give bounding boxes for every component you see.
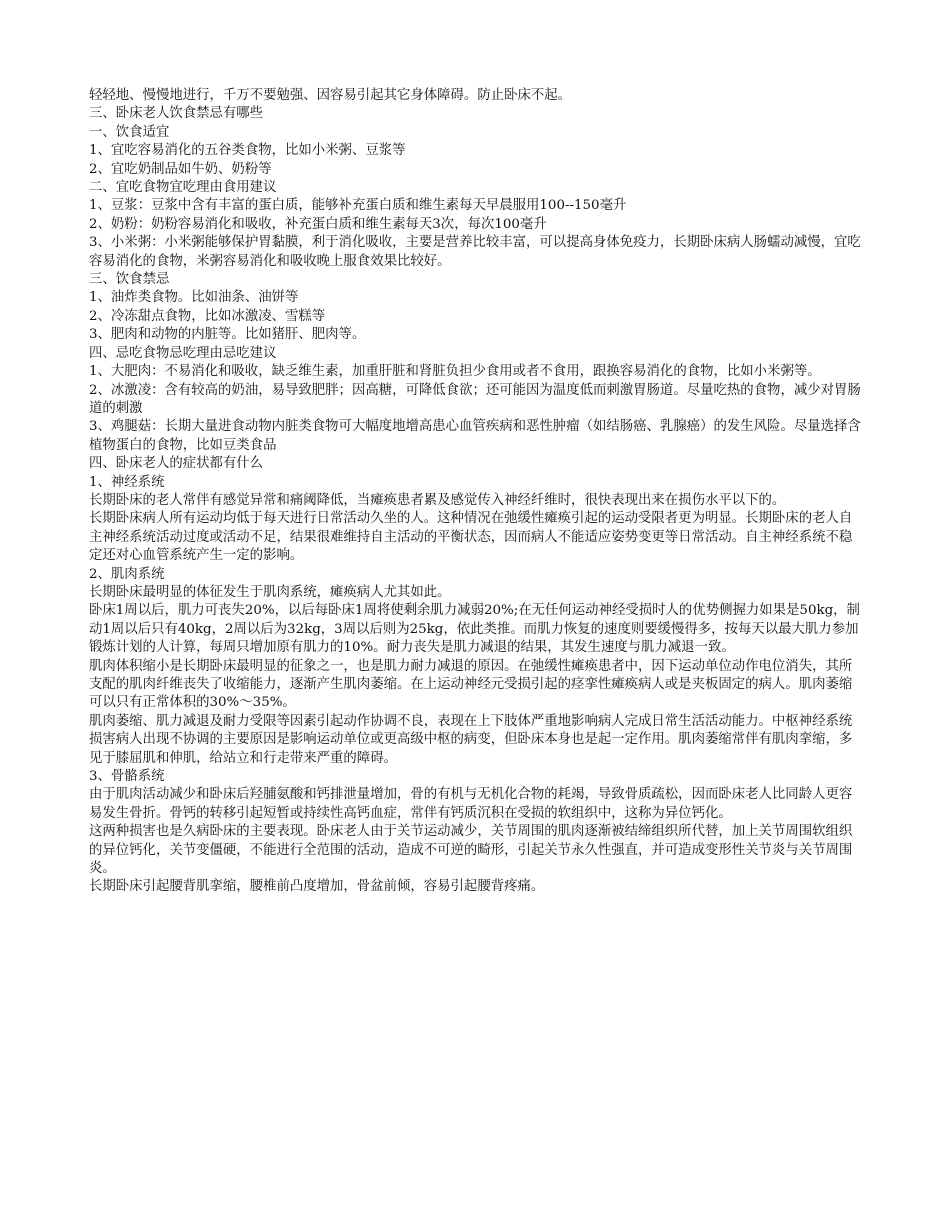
list-item: 3、鸡腿菇：长期大量进食动物内脏类食物可大幅度地增高患心血管疾病和恶性肿瘤（如结肠癌、乳腺癌）的发生风险。尽量选择含植物蛋白的食物，比如豆类食品 <box>89 419 861 453</box>
paragraph: 长期卧床病人所有运动均低于每天进行日常活动久坐的人。这种情况在弛缓性瘫痪引起的运动受限者更为明显。长期卧床的老人自主神经系统活动过度或活动不足，结果很难维持自主活动的平衡状态，因而病人不能适应姿势变更等日常活动。自主神经系统不稳定还对心血管系统产生一定的影响。 <box>89 511 853 564</box>
list-item: 1、油炸类食物。比如油条、油饼等 <box>89 290 299 306</box>
subsection-heading: 二、宜吃食物宜吃理由食用建议 <box>89 180 277 196</box>
paragraph: 肌肉体积缩小是长期卧床最明显的征象之一，也是肌力耐力减退的原因。在弛缓性瘫痪患者中，因下运动单位动作电位消失，其所支配的肌肉纤维丧失了收缩能力，逐渐产生肌肉萎缩。在上运动神经元受损引起的痉挛性瘫痪病人或是夹板固定的病人。肌肉萎缩可以只有正常体积的30%～35%。 <box>89 658 853 711</box>
section-heading: 四、卧床老人的症状都有什么 <box>89 456 264 472</box>
subsection-heading: 1、神经系统 <box>89 474 165 490</box>
paragraph: 肌肉萎缩、肌力减退及耐力受限等因素引起动作协调不良，表现在上下肢体严重地影响病人完成日常生活活动能力。中枢神经系统损害病人出现不协调的主要原因是影响运动单位或更高级中枢的病变，但卧床本身也是起一定作用。肌肉萎缩常伴有肌肉挛缩，多见于膝屈肌和伸肌，给站立和行走带来严重的障碍。 <box>89 713 853 766</box>
paragraph: 轻轻地、慢慢地进行，千万不要勉强、因容易引起其它身体障碍。防止卧床不起。 <box>89 88 572 103</box>
paragraph: 这两种损害也是久病卧床的主要表现。卧床老人由于关节运动减少，关节周围的肌肉逐渐被结缔组织所代替，加上关节周围软组织的异位钙化，关节变僵硬，不能进行全范围的活动，造成不可逆的畸形，引起关节永久性强直，并可造成变形性关节炎与关节周围炎。 <box>89 824 853 877</box>
subsection-heading: 2、肌肉系统 <box>89 566 165 582</box>
subsection-heading: 3、骨骼系统 <box>89 769 165 785</box>
paragraph: 长期卧床最明显的体征发生于肌肉系统，瘫痪病人尤其如此。 <box>89 584 451 600</box>
list-item: 2、奶粉：奶粉容易消化和吸收，补充蛋白质和维生素每天3次，每次100毫升 <box>89 216 547 232</box>
section-heading: 三、卧床老人饮食禁忌有哪些 <box>89 106 264 122</box>
subsection-heading: 一、饮食适宜 <box>89 124 170 140</box>
list-item: 2、冷冻甜点食物，比如冰激凌、雪糕等 <box>89 308 326 324</box>
paragraph: 长期卧床引起腰背肌挛缩，腰椎前凸度增加，骨盆前倾，容易引起腰背疼痛。 <box>89 879 545 895</box>
document-body <box>89 87 861 897</box>
list-item: 2、冰激凌：含有较高的奶油，易导致肥胖；因高糖，可降低食欲；还可能因为温度低而刺激胃肠道。尽量吃热的食物，减少对胃肠道的刺激 <box>89 382 861 416</box>
subsection-heading: 三、饮食禁忌 <box>89 272 170 288</box>
paragraph: 由于肌肉活动减少和卧床后羟脯氨酸和钙排泄量增加，骨的有机与无机化合物的耗竭，导致骨质疏松，因而卧床老人比同龄人更容易发生骨折。骨钙的转移引起短暂或持续性高钙血症，常伴有钙质沉积在受损的软组织中，这称为异位钙化。 <box>89 787 853 821</box>
subsection-heading: 四、忌吃食物忌吃理由忌吃建议 <box>89 345 277 361</box>
list-item: 2、宜吃奶制品如牛奶、奶粉等 <box>89 161 272 177</box>
paragraph: 长期卧床的老人常伴有感觉异常和痛阈降低，当瘫痪患者累及感觉传入神经纤维时，很快表现出来在损伤水平以下的。 <box>89 492 786 508</box>
list-item: 3、小米粥：小米粥能够保护胃黏膜，利于消化吸收，主要是营养比较丰富，可以提高身体免疫力，长期卧床病人肠蠕动减慢，宜吃容易消化的食物，米粥容易消化和吸收晚上服食效果比较好。 <box>89 235 861 269</box>
list-item: 3、肥肉和动物的内脏等。比如猪肝、肥肉等。 <box>89 327 366 343</box>
paragraph: 卧床1周以后，肌力可丧失20%，以后每卧床1周将使剩余肌力减弱20%;在无任何运动神经受损时人的优势侧握力如果是50kg，制动1周以后只有40kg，2周以后为32kg，3周以后则为25kg，依此类推。而肌力恢复的速度则要缓慢得多，按每天以最大肌力参加锻炼计划的人计算，每周只增加原有肌力的10%。耐力丧失是肌力减退的结果，其发生速度与肌力减退一致。 <box>89 603 860 656</box>
list-item: 1、豆浆：豆浆中含有丰富的蛋白质，能够补充蛋白质和维生素每天早晨服用100--150毫升 <box>89 198 627 214</box>
list-item: 1、大肥肉：不易消化和吸收，缺乏维生素，加重肝脏和肾脏负担少食用或者不食用，跟换容易消化的食物，比如小米粥等。 <box>89 364 821 380</box>
list-item: 1、宜吃容易消化的五谷类食物，比如小米粥、豆浆等 <box>89 143 406 159</box>
